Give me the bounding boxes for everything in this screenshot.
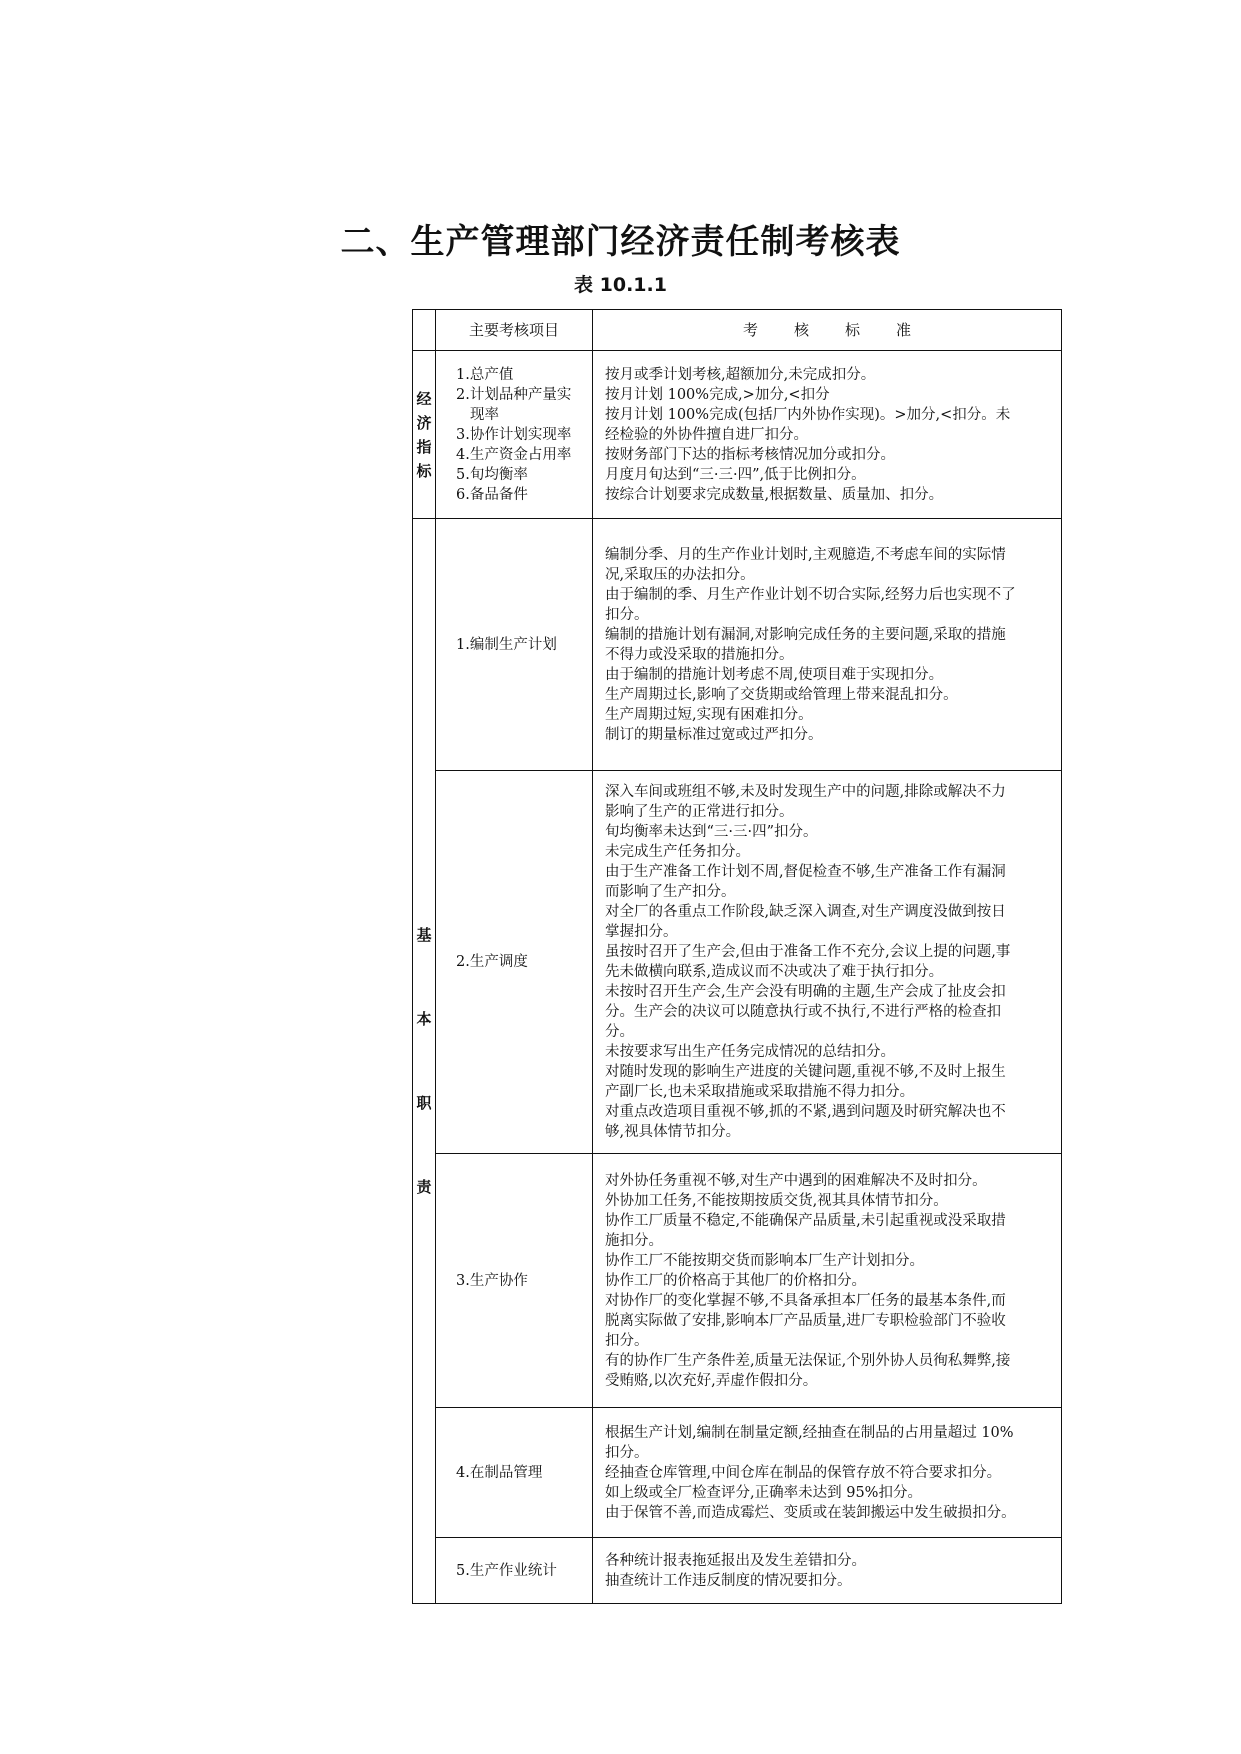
- econ-item: 5.旬均衡率: [456, 466, 528, 483]
- standard-line: 由于编制的措施计划考虑不周,使项目难于实现扣分。: [605, 666, 944, 683]
- table-header-row: [413, 310, 1062, 351]
- standard-line: 旬均衡率未达到“三·三·四”扣分。: [605, 824, 818, 840]
- standard-line: 分。: [605, 1024, 634, 1040]
- standard-line: 外协加工任务,不能按期按质交货,视其具体情节扣分。: [605, 1192, 948, 1209]
- standard-line: 按综合计划要求完成数量,根据数量、质量加、扣分。: [605, 486, 944, 503]
- standard-line: 产副厂长,也未采取措施或采取措施不得力扣分。: [605, 1084, 915, 1100]
- standard-line: 由于编制的季、月生产作业计划不切合实际,经努力后也实现不了: [605, 586, 1016, 603]
- standards-stats: [593, 1538, 1062, 1604]
- table-row-dispatch: [413, 771, 1062, 1154]
- standard-line: 未完成生产任务扣分。: [605, 844, 750, 860]
- table-row-wip: [413, 1408, 1062, 1538]
- item-wip: 4.在制品管理: [436, 1408, 593, 1538]
- standard-line: 不得力或没采取的措施扣分。: [605, 646, 794, 663]
- standard-line: 掌握扣分。: [605, 924, 678, 940]
- standard-line: 对全厂的各重点工作阶段,缺乏深入调查,对生产调度没做到按日: [605, 904, 1006, 920]
- standard-line: 脱离实际做了安排,影响本厂产品质量,进厂专职检验部门不验收: [605, 1312, 1006, 1329]
- standard-line: 未按时召开生产会,生产会没有明确的主题,生产会成了扯皮会扣: [605, 984, 1006, 1000]
- econ-item: 6.备品备件: [456, 486, 528, 503]
- standard-line: 月度月旬达到“三·三·四”,低于比例扣分。: [605, 466, 866, 483]
- header-category-cell: [413, 310, 436, 351]
- item-plan: 1.编制生产计划: [436, 519, 593, 771]
- economic-standards: [593, 351, 1062, 519]
- standard-line: 对随时发现的影响生产进度的关键问题,重视不够,不及时上报生: [605, 1064, 1006, 1080]
- item-stats: 5.生产作业统计: [436, 1538, 593, 1604]
- econ-item: 3.协作计划实现率: [456, 426, 572, 443]
- category-char: 指: [416, 437, 432, 456]
- standard-line: 扣分。: [605, 1332, 649, 1349]
- standard-line: 根据生产计划,编制在制量定额,经抽查在制品的占用量超过 10%: [605, 1424, 1014, 1441]
- category-economic: [413, 351, 436, 519]
- standard-line: 深入车间或班组不够,未及时发现生产中的问题,排除或解决不力: [605, 784, 1006, 800]
- standard-line: 够,视具体情节扣分。: [605, 1124, 741, 1140]
- table-row-coop: [413, 1154, 1062, 1408]
- standard-line: 对协作厂的变化掌握不够,不具备承担本厂任务的最基本条件,而: [605, 1292, 1006, 1309]
- item-dispatch: 2.生产调度: [436, 771, 593, 1154]
- standard-line: 影响了生产的正常进行扣分。: [605, 804, 794, 820]
- page-title: 二、生产管理部门经济责任制考核表: [340, 222, 901, 262]
- standard-line: 抽查统计工作违反制度的情况要扣分。: [605, 1572, 852, 1589]
- category-char: 济: [416, 413, 432, 432]
- standard-line: 编制的措施计划有漏洞,对影响完成任务的主要问题,采取的措施: [605, 626, 1006, 643]
- category-char: 本: [416, 1010, 432, 1028]
- standard-line: 各种统计报表拖延报出及发生差错扣分。: [605, 1552, 866, 1569]
- economic-items: [436, 351, 593, 519]
- category-char: 经: [416, 389, 432, 408]
- standard-line: 生产周期过短,实现有困难扣分。: [605, 706, 813, 723]
- table-number: 表 10.1.1: [574, 274, 667, 296]
- standard-line: 协作工厂的价格高于其他厂的价格扣分。: [605, 1272, 866, 1289]
- standard-line: 而影响了生产扣分。: [605, 884, 736, 900]
- item-coop: 3.生产协作: [436, 1154, 593, 1408]
- standard-line: 受贿赂,以次充好,弄虚作假扣分。: [605, 1372, 818, 1389]
- table-row-plan: [413, 519, 1062, 771]
- standard-line: 由于生产准备工作计划不周,督促检查不够,生产准备工作有漏洞: [605, 864, 1006, 880]
- header-item: 主要考核项目: [436, 310, 593, 351]
- standard-line: 未按要求写出生产任务完成情况的总结扣分。: [605, 1044, 895, 1060]
- standard-line: 制订的期量标准过宽或过严扣分。: [605, 726, 823, 743]
- standard-line: 如上级或全厂检查评分,正确率未达到 95%扣分。: [605, 1484, 922, 1501]
- standard-line: 对重点改造项目重视不够,抓的不紧,遇到问题及时研究解决也不: [605, 1104, 1006, 1120]
- category-char: 基: [416, 926, 432, 944]
- standards-dispatch: [593, 771, 1062, 1154]
- standard-line: 扣分。: [605, 606, 649, 623]
- standards-plan: [593, 519, 1062, 771]
- standard-line: 按财务部门下达的指标考核情况加分或扣分。: [605, 446, 895, 463]
- standard-line: 编制分季、月的生产作业计划时,主观臆造,不考虑车间的实际情: [605, 546, 1006, 563]
- econ-item: 2.计划品种产量实: [456, 386, 572, 403]
- standard-line: 扣分。: [605, 1444, 649, 1461]
- standard-line: 协作工厂质量不稳定,不能确保产品质量,未引起重视或没采取措: [605, 1212, 1006, 1229]
- assessment-table: [412, 309, 1062, 1604]
- standard-line: 先未做横向联系,造成议而不决或决了难于执行扣分。: [605, 964, 944, 980]
- standard-line: 况,采取压的办法扣分。: [605, 566, 755, 583]
- category-char: 职: [416, 1094, 432, 1112]
- standard-line: 按月计划 100%完成,>加分,<扣分: [605, 386, 830, 403]
- standard-line: 生产周期过长,影响了交货期或给管理上带来混乱扣分。: [605, 686, 958, 703]
- standard-line: 由于保管不善,而造成霉烂、变质或在装卸搬运中发生破损扣分。: [605, 1504, 1016, 1521]
- econ-item: 现率: [470, 406, 499, 423]
- standards-wip: [593, 1408, 1062, 1538]
- standard-line: 对外协任务重视不够,对生产中遇到的困难解决不及时扣分。: [605, 1172, 987, 1189]
- category-char: 标: [416, 461, 432, 480]
- standard-line: 施扣分。: [605, 1232, 663, 1249]
- header-standard: 考核标准: [593, 310, 1062, 351]
- table-row-economic: [413, 351, 1062, 519]
- category-basic: [413, 519, 436, 1604]
- standard-line: 分。生产会的决议可以随意执行或不执行,不进行严格的检查扣: [605, 1004, 1002, 1020]
- standard-line: 经抽查仓库管理,中间仓库在制品的保管存放不符合要求扣分。: [605, 1464, 1002, 1481]
- standard-line: 协作工厂不能按期交货而影响本厂生产计划扣分。: [605, 1252, 924, 1269]
- standard-line: 按月或季计划考核,超额加分,未完成扣分。: [605, 366, 876, 383]
- econ-item: 4.生产资金占用率: [456, 446, 572, 463]
- standards-coop: [593, 1154, 1062, 1408]
- standard-line: 按月计划 100%完成(包括厂内外协作实现)。>加分,<扣分。未: [605, 406, 1011, 423]
- category-char: 责: [416, 1178, 432, 1196]
- econ-item: 1.总产值: [456, 366, 514, 383]
- standard-line: 虽按时召开了生产会,但由于准备工作不充分,会议上提的问题,事: [605, 944, 1011, 960]
- standard-line: 有的协作厂生产条件差,质量无法保证,个别外协人员徇私舞弊,接: [605, 1352, 1011, 1369]
- standard-line: 经检验的外协件擅自进厂扣分。: [605, 426, 808, 443]
- table-row-stats: [413, 1538, 1062, 1604]
